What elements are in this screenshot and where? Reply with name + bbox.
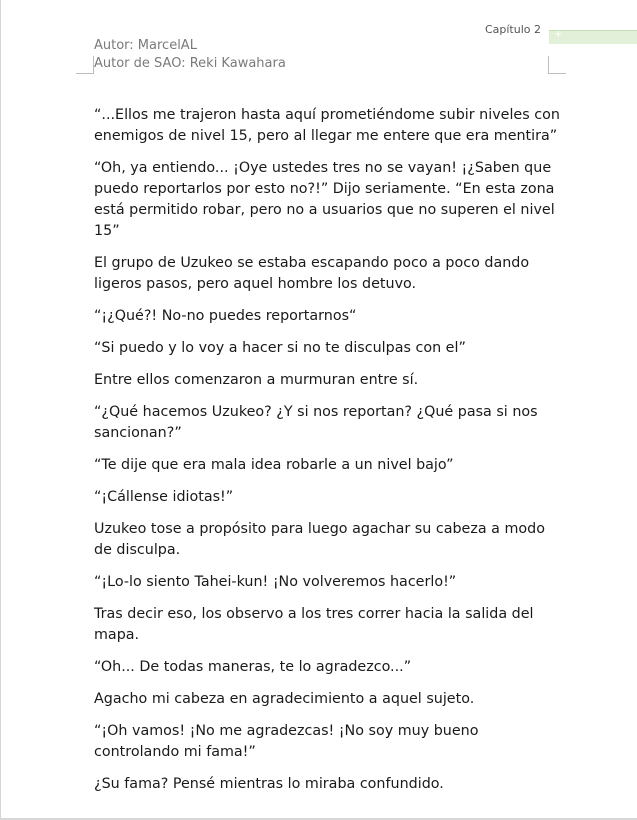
author-line: Autor: MarcelAL	[94, 38, 197, 53]
paragraph: Agacho mi cabeza en agradecimiento a aquel sujeto.	[94, 691, 475, 707]
chapter-tab	[549, 30, 637, 44]
sao-author-line: Autor de SAO: Reki Kawahara	[94, 56, 286, 71]
crop-mark-right-horizontal	[548, 73, 566, 74]
paragraph: “...Ellos me trajeron hasta aquí prometiéndome subir niveles con enemigos de nivel 15, pero al llegar me entere que era mentira”	[94, 107, 560, 144]
paragraph: “Si puedo y lo voy a hacer si no te disculpas con el”	[94, 340, 466, 356]
paragraph: ¿Su fama? Pensé mientras lo miraba confundido.	[94, 776, 444, 792]
paragraph: “Te dije que era mala idea robarle a un nivel bajo”	[94, 457, 454, 473]
paragraph: Uzukeo tose a propósito para luego agachar su cabeza a modo de disculpa.	[94, 521, 545, 558]
paragraph: Tras decir eso, los observo a los tres correr hacia la salida del mapa.	[94, 606, 534, 643]
chapter-header-label: Capítulo 2	[484, 23, 541, 36]
paragraph: “¿Qué hacemos Uzukeo? ¿Y si nos reportan? ¿Qué pasa si nos sancionan?”	[94, 404, 538, 441]
paragraph: “Oh... De todas maneras, te lo agradezco...”	[94, 659, 412, 675]
paragraph: “Oh, ya entiendo... ¡Oye ustedes tres no se vayan! ¡¿Saben que puedo reportarlos por esto no?!” Dijo seriamente. “En esta zona está permitido robar, pero no a usuarios que no superen el nivel 15”	[94, 160, 555, 239]
paragraph: “¡Cállense idiotas!”	[94, 489, 234, 505]
paragraph: “¡Oh vamos! ¡No me agradezcas! ¡No soy muy bueno controlando mi fama!”	[94, 723, 479, 760]
crop-mark-left-horizontal	[76, 73, 94, 74]
paragraph: “¡¿Qué?! No-no puedes reportarnos“	[94, 308, 357, 324]
crop-mark-left-vertical	[93, 56, 94, 73]
paragraph: El grupo de Uzukeo se estaba escapando poco a poco dando ligeros pasos, pero aquel hombre los detuvo.	[94, 255, 530, 292]
page-edge-left	[0, 0, 1, 820]
paragraph: “¡Lo-lo siento Tahei-kun! ¡No volveremos hacerlo!”	[94, 574, 457, 590]
header-block[interactable]	[94, 37, 286, 73]
chapter-tab-glyph: +	[554, 29, 563, 40]
paragraph: Entre ellos comenzaron a murmuran entre sí.	[94, 372, 419, 388]
crop-mark-right-vertical	[548, 56, 549, 73]
document-body[interactable]	[94, 105, 562, 806]
